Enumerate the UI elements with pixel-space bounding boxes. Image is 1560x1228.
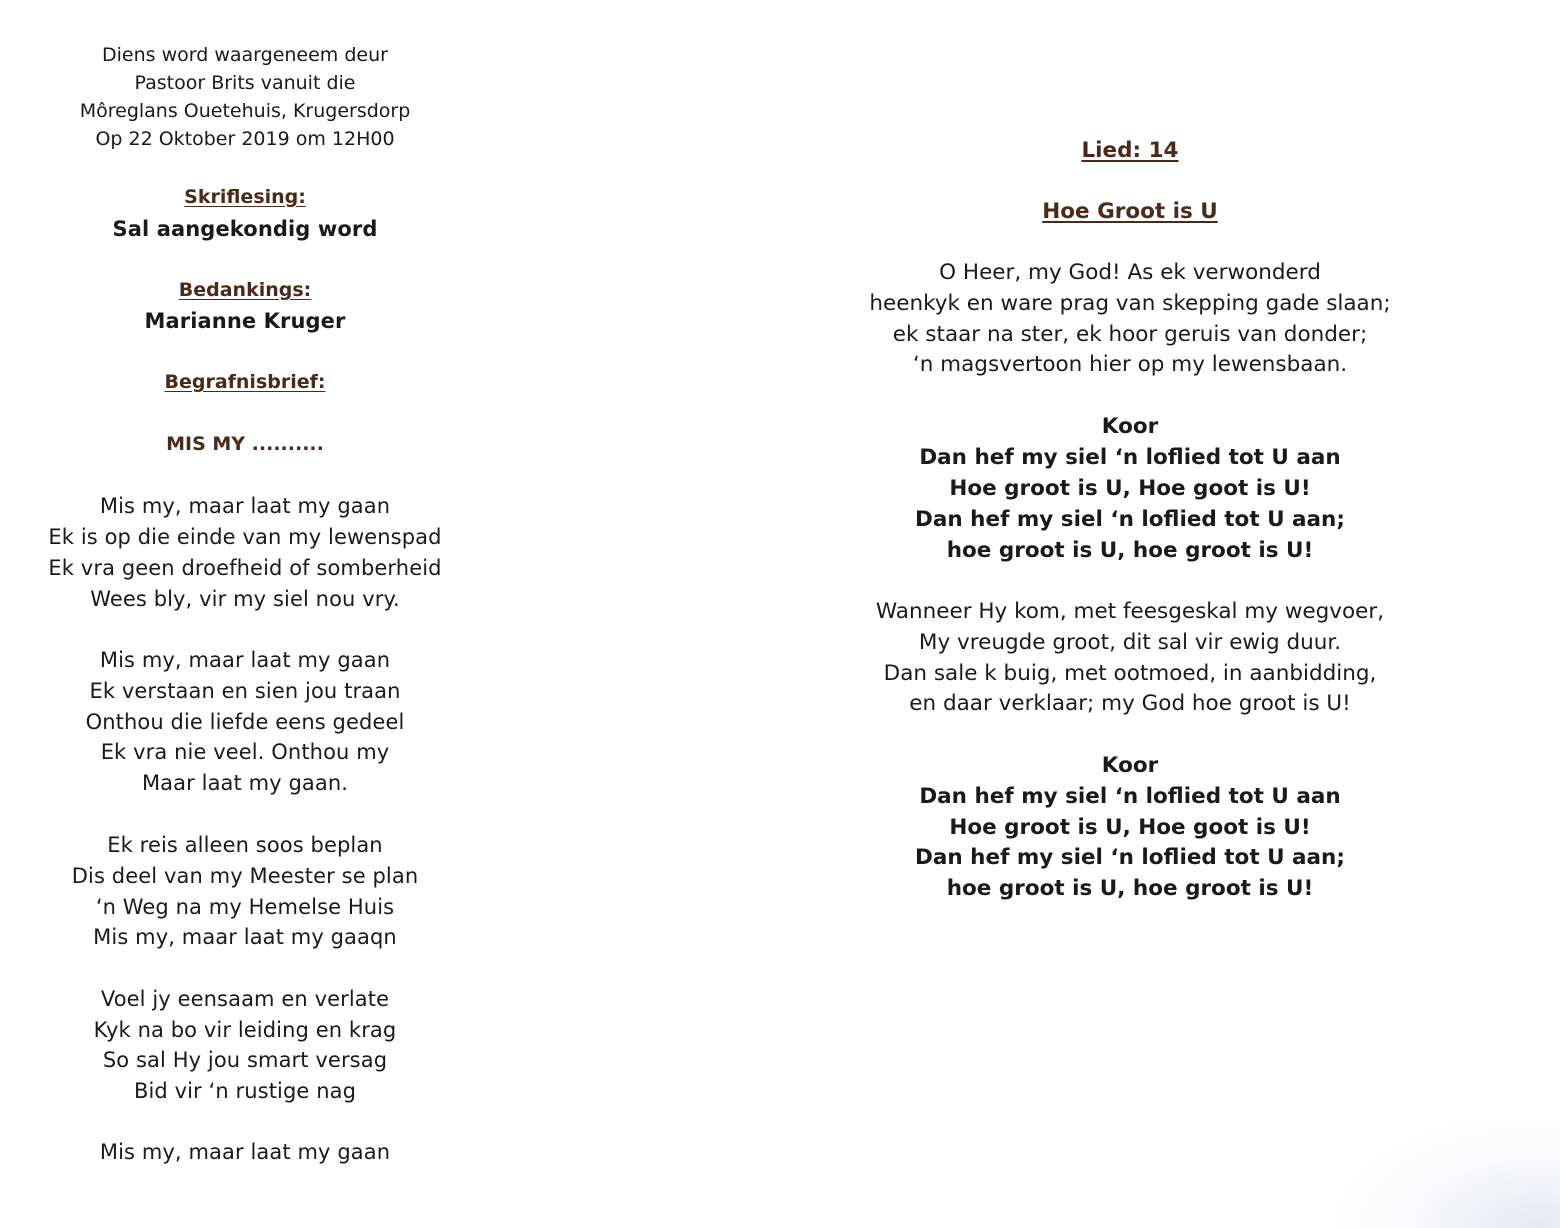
chorus-line: Dan hef my siel ‘n loflied tot U aan: [919, 445, 1341, 470]
hymn-number: Lied: 14: [1081, 138, 1179, 163]
chorus-line: hoe groot is U, hoe groot is U!: [946, 538, 1314, 563]
verse-line: Dan sale k buig, met ootmoed, in aanbidding,: [883, 661, 1377, 686]
chorus-line: hoe groot is U, hoe groot is U!: [946, 876, 1314, 901]
poem-title: MIS MY ..........: [166, 433, 324, 455]
poem-line: ‘n Weg na my Hemelse Huis: [95, 895, 395, 919]
chorus-line: Dan hef my siel ‘n loflied tot U aan;: [915, 507, 1345, 532]
chorus-line: Hoe groot is U, Hoe goot is U!: [949, 476, 1311, 501]
chorus-label: Koor: [1101, 414, 1159, 439]
poem-line: Mis my, maar laat my gaan: [99, 494, 391, 518]
poem-line: Dis deel van my Meester se plan: [71, 864, 419, 888]
poem-line: Onthou die liefde eens gedeel: [85, 710, 405, 734]
scan-shadow: [1340, 1118, 1560, 1228]
chorus-line: Dan hef my siel ‘n loflied tot U aan: [919, 784, 1341, 809]
verse-line: ‘n magsvertoon hier op my lewensbaan.: [912, 352, 1348, 377]
poem-line: Mis my, maar laat my gaan: [99, 1140, 391, 1164]
verse-line: heenkyk en ware prag van skepping gade slaan;: [869, 291, 1391, 316]
poem-line: Maar laat my gaan.: [141, 771, 349, 795]
service-intro-line-3: Môreglans Ouetehuis, Krugersdorp: [79, 100, 411, 122]
poem-line: Ek vra geen droefheid of somberheid: [48, 556, 442, 580]
verse-line: My vreugde groot, dit sal vir ewig duur.: [918, 630, 1342, 655]
bedankings-value: Marianne Kruger: [144, 309, 346, 333]
chorus-line: Dan hef my siel ‘n loflied tot U aan;: [915, 845, 1345, 870]
verse-line: en daar verklaar; my God hoe groot is U!: [909, 691, 1351, 716]
skriflesing-heading: Skriflesing:: [184, 186, 306, 208]
bedankings-heading: Bedankings:: [178, 279, 312, 301]
poem-line: Bid vir ‘n rustige nag: [133, 1079, 357, 1103]
poem-line: Voel jy eensaam en verlate: [100, 987, 390, 1011]
verse-line: O Heer, my God! As ek verwonderd: [939, 260, 1321, 285]
poem-line: Mis my, maar laat my gaan: [99, 648, 391, 672]
begrafnisbrief-heading: Begrafnisbrief:: [164, 371, 326, 393]
hymn-title: Hoe Groot is U: [1042, 199, 1218, 224]
chorus-line: Hoe groot is U, Hoe goot is U!: [949, 815, 1311, 840]
skriflesing-value: Sal aangekondig word: [112, 217, 378, 241]
poem-line: Ek is op die einde van my lewenspad: [48, 525, 442, 549]
poem-line: So sal Hy jou smart versag: [102, 1048, 388, 1072]
poem-line: Ek reis alleen soos beplan: [107, 833, 383, 857]
poem-line: Ek vra nie veel. Onthou my: [100, 740, 390, 764]
poem-line: Wees bly, vir my siel nou vry.: [90, 587, 400, 611]
service-intro-line-4: Op 22 Oktober 2019 om 12H00: [95, 128, 395, 150]
service-intro-line-2: Pastoor Brits vanuit die: [134, 72, 356, 94]
poem-line: Kyk na bo vir leiding en krag: [93, 1018, 397, 1042]
poem-line: Mis my, maar laat my gaaqn: [93, 925, 397, 949]
verse-line: ek staar na ster, ek hoor geruis van donder;: [892, 322, 1368, 347]
poem-line: Ek verstaan en sien jou traan: [89, 679, 401, 703]
chorus-label: Koor: [1101, 753, 1159, 778]
verse-line: Wanneer Hy kom, met feesgeskal my wegvoer,: [875, 599, 1385, 624]
service-intro-line-1: Diens word waargeneem deur: [102, 44, 388, 66]
